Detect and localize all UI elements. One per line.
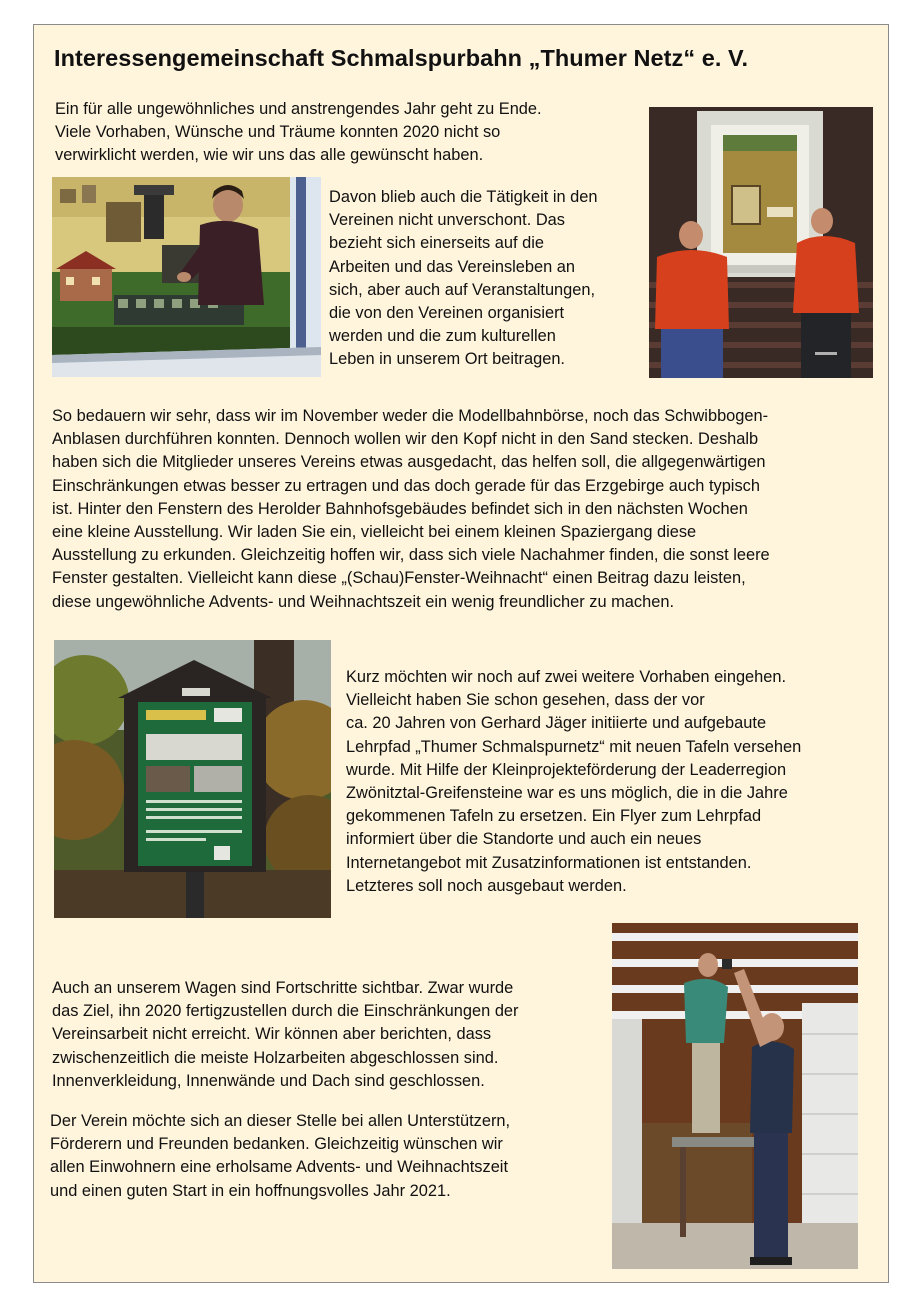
text-line: sich, aber auch auf Veranstaltungen,	[329, 280, 596, 299]
lehrpfad-paragraph	[346, 666, 801, 898]
text-line: und einen guten Start in ein hoffnungsvolles Jahr 2021.	[50, 1181, 451, 1200]
text-line: Ein für alle ungewöhnliches und anstrengendes Jahr geht zu Ende.	[55, 100, 542, 118]
text-line: gekommenen Tafeln zu ersetzen. Ein Flyer zum Lehrpfad	[346, 807, 762, 826]
text-line: Kurz möchten wir noch auf zwei weitere Vorhaben eingehen.	[346, 668, 787, 686]
text-line: Einschränkungen etwas besser zu ertragen und das doch gerade für das Erzgebirge auch typisch	[52, 476, 760, 495]
text-line: bezieht sich einerseits auf die	[329, 234, 545, 253]
text-line: haben sich die Mitglieder unseres Vereins etwas ausgedacht, das helfen soll, die allgegenwärtigen	[52, 453, 766, 472]
text-line: ca. 20 Jahren von Gerhard Jäger initiierte und aufgebaute	[346, 714, 767, 733]
text-line: allen Einwohnern eine erholsame Advents- und Weihnachtszeit	[50, 1158, 509, 1177]
text-line: Auch an unserem Wagen sind Fortschritte sichtbar. Zwar wurde	[52, 979, 514, 997]
text-line: Vereinen nicht unverschont. Das	[329, 211, 565, 230]
text-line: die von den Vereinen organisiert	[329, 304, 565, 323]
page-title: Interessengemeinschaft Schmalspurbahn „Thumer Netz“ e. V.	[54, 45, 749, 71]
wagen-paragraph	[52, 977, 519, 1093]
text-line: das Ziel, ihn 2020 fertigzustellen durch die Einschränkungen der	[52, 1002, 519, 1021]
text-line: verwirklicht werden, wie wir uns das alle gewünscht haben.	[55, 146, 484, 165]
intro-paragraph	[55, 98, 542, 168]
newsletter-page	[33, 24, 889, 1283]
text-line: So bedauern wir sehr, dass wir im November weder die Modellbahnbörse, noch das Schwibbogen-	[52, 407, 769, 425]
text-line: diese ungewöhnliche Advents- und Weihnachtszeit ein wenig freundlicher zu machen.	[52, 592, 675, 611]
text-line: Anblasen durchführen konnten. Dennoch wollen wir den Kopf nicht in den Sand stecken. Deshalb	[52, 430, 759, 449]
window-exhibition-photo	[649, 107, 873, 378]
text-line: Davon blieb auch die Tätigkeit in den	[329, 188, 598, 206]
text-line: Vielleicht haben Sie schon gesehen, dass der vor	[346, 691, 705, 710]
text-line: Zwönitztal-Greifensteine war es uns möglich, die in die Jahre	[346, 784, 788, 803]
text-line: werden und die zum kulturellen	[329, 327, 556, 346]
dank-paragraph	[50, 1110, 510, 1203]
vereine-paragraph	[329, 186, 598, 372]
lehrpfad-board-photo	[54, 640, 331, 918]
text-line: wurde. Mit Hilfe der Kleinprojekteförderung der Leaderregion	[346, 760, 787, 779]
text-line: Innenverkleidung, Innenwände und Dach sind geschlossen.	[52, 1071, 485, 1090]
text-line: eine kleine Ausstellung. Wir laden Sie ein, vielleicht bei einem kleinen Spaziergang diese	[52, 523, 697, 542]
wagon-interior-photo	[612, 923, 858, 1269]
november-paragraph	[52, 405, 770, 614]
text-line: Letzteres soll noch ausgebaut werden.	[346, 876, 627, 895]
text-line: Leben in unserem Ort beitragen.	[329, 350, 565, 369]
text-line: Förderern und Freunden bedanken. Gleichzeitig wünschen wir	[50, 1135, 503, 1154]
text-line: informiert über die Standorte und auch ein neues	[346, 830, 702, 849]
text-line: ist. Hinter den Fenstern des Herolder Bahnhofsgebäudes befindet sich in den nächsten Wochen	[52, 499, 748, 518]
text-line: Fenster gestalten. Vielleicht kann diese „(Schau)Fenster-Weihnacht“ einen Beitrag dazu leisten,	[52, 569, 746, 588]
text-line: Vereinsarbeit nicht erreicht. Wir können aber berichten, dass	[52, 1025, 492, 1044]
text-line: zwischenzeitlich die meiste Holzarbeiten abgeschlossen sind.	[52, 1048, 499, 1067]
text-line: Ausstellung zu erkunden. Gleichzeitig hoffen wir, dass sich viele Nachahmer finden, die sonst leere	[52, 546, 770, 565]
text-line: Internetangebot mit Zusatzinformationen ist entstanden.	[346, 853, 752, 872]
text-line: Arbeiten und das Vereinsleben an	[329, 257, 576, 276]
text-line: Der Verein möchte sich an dieser Stelle bei allen Unterstützern,	[50, 1112, 511, 1130]
model-railway-photo	[52, 177, 321, 377]
text-line: Lehrpfad „Thumer Schmalspurnetz“ mit neuen Tafeln versehen	[346, 737, 802, 756]
text-line: Viele Vorhaben, Wünsche und Träume konnten 2020 nicht so	[55, 123, 501, 142]
